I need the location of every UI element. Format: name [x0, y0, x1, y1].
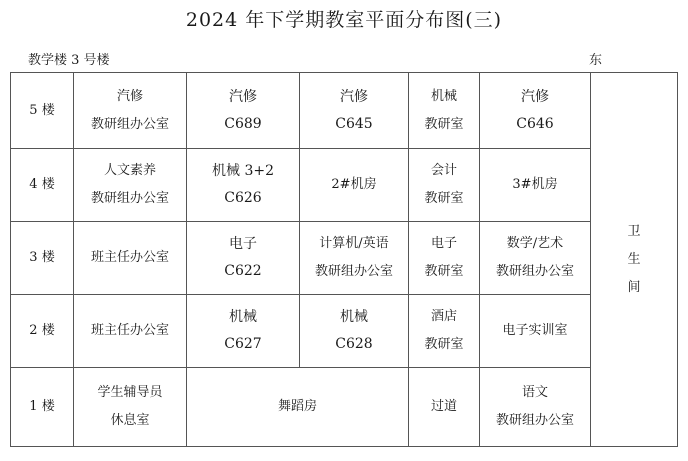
restroom-char: 卫 [627, 223, 641, 239]
room-line: 计算机/英语 [319, 236, 389, 251]
room-line: 3#机房 [512, 177, 558, 192]
room-line: 语文 [521, 385, 548, 400]
room-line: C622 [224, 263, 262, 279]
room-line: 机械 [340, 309, 368, 325]
room-line: 人文素养 [103, 163, 156, 178]
room-line: 电子 [430, 236, 457, 251]
room-cell [480, 368, 591, 447]
floor-row-3 [11, 222, 678, 295]
room-line: 汽修 [521, 88, 549, 105]
room-cell [300, 295, 409, 368]
floor-label: 5 楼 [11, 73, 74, 149]
room-line: 班主任办公室 [90, 323, 169, 338]
room-cell [74, 149, 187, 222]
room-cell [300, 222, 409, 295]
room-line: 教研组办公室 [495, 413, 574, 428]
room-line: C628 [335, 336, 373, 352]
room-line: 电子 [229, 236, 257, 252]
floor-row-5 [11, 73, 678, 149]
restroom-cell [591, 73, 678, 447]
room-line: 机械 3+2 [212, 163, 274, 179]
room-line: 教研室 [424, 337, 464, 352]
floor-label: 4 楼 [11, 149, 74, 222]
floor-row-1 [11, 368, 678, 447]
room-line: 汽修 [116, 88, 143, 104]
room-cell [409, 295, 480, 368]
room-line: 舞蹈房 [277, 399, 317, 414]
room-cell [187, 295, 300, 368]
room-line: 教研室 [424, 264, 464, 279]
room-line: 教研室 [424, 116, 464, 132]
room-line: 电子实训室 [502, 323, 568, 338]
room-cell [480, 295, 591, 368]
room-line: 教研组办公室 [495, 264, 574, 279]
room-line: 休息室 [110, 413, 150, 428]
room-cell [300, 73, 409, 149]
page-title: 2024 年下学期教室平面分布图(三) [185, 9, 503, 31]
room-line: C689 [224, 115, 262, 132]
building-label: 教学楼 3 号楼 [28, 53, 110, 68]
room-cell [480, 149, 591, 222]
room-line: C646 [516, 115, 554, 132]
room-line: 过道 [430, 399, 457, 414]
restroom-char: 间 [627, 279, 641, 295]
room-line: 数学/艺术 [506, 236, 564, 251]
room-cell [187, 368, 409, 447]
room-line: 机械 [430, 88, 457, 104]
room-cell [409, 368, 480, 447]
restroom-char: 生 [627, 251, 641, 267]
room-line: C626 [224, 190, 262, 206]
room-line: 汽修 [229, 88, 257, 105]
direction-label: 东 [589, 53, 603, 68]
room-cell [409, 222, 480, 295]
room-line: 教研组办公室 [314, 264, 393, 279]
room-cell [74, 222, 187, 295]
room-line: 教研组办公室 [90, 191, 169, 206]
floor-row-4 [11, 149, 678, 222]
room-line: 教研组办公室 [90, 116, 169, 132]
room-line: C627 [224, 336, 262, 352]
room-cell [300, 149, 409, 222]
floor-label: 1 楼 [11, 368, 74, 447]
room-line: 教研室 [424, 191, 464, 206]
room-cell [480, 222, 591, 295]
room-line: 学生辅导员 [97, 385, 163, 400]
room-cell [187, 222, 300, 295]
room-cell [187, 73, 300, 149]
room-cell [480, 73, 591, 149]
room-line: C645 [335, 115, 373, 132]
room-line: 机械 [229, 309, 257, 325]
room-cell [74, 73, 187, 149]
floor-label: 2 楼 [11, 295, 74, 368]
floor-row-2 [11, 295, 678, 368]
room-line: 酒店 [430, 309, 457, 324]
room-cell [74, 368, 187, 447]
room-cell [409, 73, 480, 149]
room-cell [74, 295, 187, 368]
room-line: 2#机房 [331, 177, 377, 192]
floor-plan-table [10, 72, 678, 447]
floor-label: 3 楼 [11, 222, 74, 295]
room-line: 汽修 [340, 88, 368, 105]
room-line: 会计 [430, 163, 457, 178]
room-line: 班主任办公室 [90, 250, 169, 265]
room-cell [409, 149, 480, 222]
room-cell [187, 149, 300, 222]
